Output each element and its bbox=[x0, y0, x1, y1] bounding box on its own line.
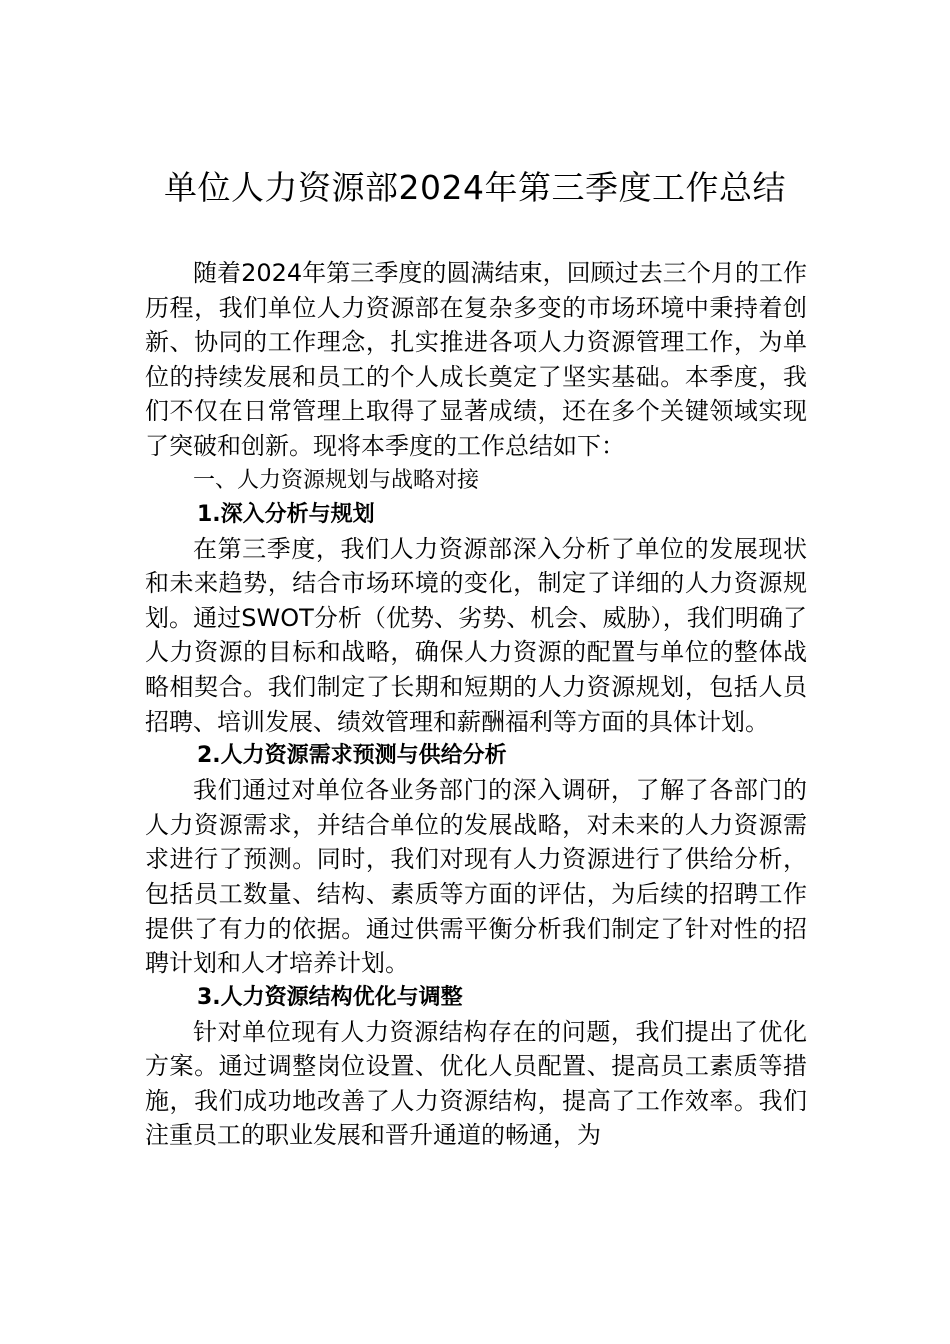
subsection-paragraph-1: 在第三季度，我们人力资源部深入分析了单位的发展现状和未来趋势，结合市场环境的变化，制定了详细的人力资源规划。通过SWOT分析（优势、劣势、机会、威胁），我们明确了人力资源的目标和战略，确保人力资源的配置与单位的整体战略相契合。我们制定了长期和短期的人力资源规划，包括人员招聘、培训发展、绩效管理和薪酬福利等方面的具体计划。 bbox=[145, 534, 807, 736]
document-body bbox=[145, 256, 807, 1153]
subsection-paragraph-3: 针对单位现有人力资源结构存在的问题，我们提出了优化方案。通过调整岗位设置、优化人员配置、提高员工素质等措施，我们成功地改善了人力资源结构，提高了工作效率。我们注重员工的职业发展和晋升通道的畅通，为 bbox=[145, 1017, 807, 1150]
subsection-heading-1: 1.深入分析与规划 bbox=[197, 501, 375, 527]
document-title: 单位人力资源部2024年第三季度工作总结 bbox=[164, 168, 786, 207]
intro-paragraph: 随着2024年第三季度的圆满结束，回顾过去三个月的工作历程，我们单位人力资源部在复杂多变的市场环境中秉持着创新、协同的工作理念，扎实推进各项人力资源管理工作，为单位的持续发展和员工的个人成长奠定了坚实基础。本季度，我们不仅在日常管理上取得了显著成绩，还在多个关键领域实现了突破和创新。现将本季度的工作总结如下： bbox=[145, 259, 807, 460]
subsection-heading-2: 2.人力资源需求预测与供给分析 bbox=[197, 743, 507, 769]
subsection-paragraph-2: 我们通过对单位各业务部门的深入调研，了解了各部门的人力资源需求，并结合单位的发展战略，对未来的人力资源需求进行了预测。同时，我们对现有人力资源进行了供给分析，包括员工数量、结构、素质等方面的评估，为后续的招聘工作提供了有力的依据。通过供需平衡分析我们制定了针对性的招聘计划和人才培养计划。 bbox=[145, 776, 807, 978]
section-heading-1: 一、人力资源规划与战略对接 bbox=[193, 467, 480, 493]
subsection-heading-3: 3.人力资源结构优化与调整 bbox=[197, 984, 463, 1010]
